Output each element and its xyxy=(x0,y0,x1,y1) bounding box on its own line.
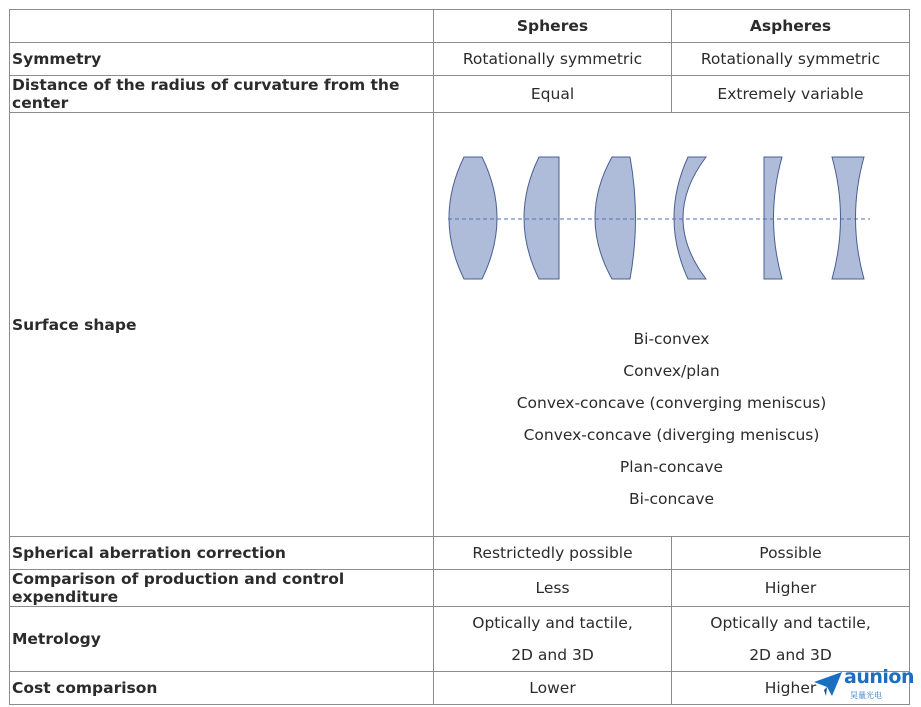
header-aspheres: Aspheres xyxy=(672,10,910,43)
cell-aspheres: Extremely variable xyxy=(672,76,910,113)
diverging-meniscus-lens xyxy=(674,157,706,279)
converging-meniscus-lens xyxy=(595,157,636,279)
header-empty xyxy=(10,10,434,43)
row-label-aberration: Spherical aberration correction xyxy=(10,537,434,570)
shape-name: Convex/plan xyxy=(623,361,720,380)
comparison-table xyxy=(9,9,910,705)
cell-spheres xyxy=(434,607,672,672)
row-label-production: Comparison of production and control expenditure xyxy=(10,570,434,607)
table-row xyxy=(10,672,910,705)
lens-shapes-diagram xyxy=(434,135,910,305)
shape-name: Bi-concave xyxy=(628,489,715,508)
convex-plan-lens xyxy=(524,157,559,279)
table-row xyxy=(10,607,910,672)
metrology-line: Optically and tactile, xyxy=(472,614,633,632)
surface-shape-cell xyxy=(434,113,910,537)
header-spheres: Spheres xyxy=(434,10,672,43)
row-label-cost: Cost comparison xyxy=(10,672,434,705)
cell-spheres: Rotationally symmetric xyxy=(434,43,672,76)
aunion-logo xyxy=(812,664,912,704)
cell-aspheres: Higher xyxy=(672,570,910,607)
row-label-metrology: Metrology xyxy=(10,607,434,672)
cell-spheres: Less xyxy=(434,570,672,607)
paper-plane-logo-icon xyxy=(812,668,844,700)
cell-spheres: Lower xyxy=(434,672,672,705)
row-label-surface: Surface shape xyxy=(10,113,434,537)
header-row xyxy=(10,10,910,43)
bi-concave-lens xyxy=(832,157,864,279)
cell-spheres: Equal xyxy=(434,76,672,113)
shape-name: Convex-concave (converging meniscus) xyxy=(516,393,827,412)
bi-convex-lens xyxy=(449,157,497,279)
shape-name: Plan-concave xyxy=(619,457,724,476)
cell-aspheres xyxy=(672,607,910,672)
table-row xyxy=(10,76,910,113)
row-label-symmetry: Symmetry xyxy=(10,43,434,76)
shape-name: Bi-convex xyxy=(633,329,710,348)
table-row xyxy=(10,113,910,537)
metrology-line: 2D and 3D xyxy=(511,646,594,664)
cell-spheres: Restrictedly possible xyxy=(434,537,672,570)
logo-name: aunion xyxy=(844,666,914,688)
cell-aspheres: Higher xyxy=(672,672,910,705)
cell-aspheres: Rotationally symmetric xyxy=(672,43,910,76)
table-row xyxy=(10,537,910,570)
metrology-line: Optically and tactile, xyxy=(710,614,871,632)
table-row xyxy=(10,43,910,76)
cell-aspheres: Possible xyxy=(672,537,910,570)
shape-name: Convex-concave (diverging meniscus) xyxy=(523,425,820,444)
metrology-line: 2D and 3D xyxy=(749,646,832,664)
table-row xyxy=(10,570,910,607)
row-label-distance: Distance of the radius of curvature from the center xyxy=(10,76,434,113)
plan-concave-lens xyxy=(764,157,782,279)
logo-sub: 昊量光电 xyxy=(850,691,882,700)
surface-shape-list xyxy=(434,323,909,515)
